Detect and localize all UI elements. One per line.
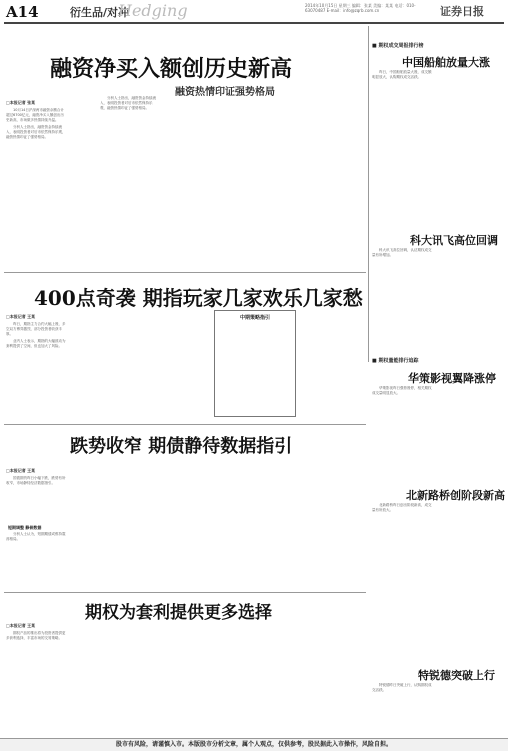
main-headline: 融资净买入额创历史新高 [50,56,293,82]
article2-paragraph: 昨日，期指主力合约大幅上涨，多空双方博弈激烈，部分投资者收获丰厚。 [6,322,66,337]
sidebar-divider [368,26,369,362]
article4-headline: 期权为套利提供更多选择 [85,603,272,623]
article3-column-2 [6,532,66,582]
sidebar-item-paragraph: 华策影视昨日强势涨停，相关期权成交量明显放大。 [372,386,432,396]
section-divider [4,592,366,593]
article4-byline: □本报记者 王某 [6,623,36,628]
sidebar-item-text [372,248,434,348]
strategy-box-title: 中期策略指引 [239,315,270,321]
sidebar-item-paragraph: 科大讯飞高位回调，认沽期权成交量有所增加。 [372,248,432,258]
section-english-title: Hedging [118,1,188,20]
section-title: 衍生品/对冲 [70,6,130,19]
sidebar-item-text [372,683,434,733]
sidebar-item-paragraph: 昨日，中国船舶放量大涨，成交额明显放大，认购期权成交活跃。 [372,70,432,80]
article2-headline: 400点奇袭 期指玩家几家欢乐几家愁 [34,286,363,310]
article3-paragraph: 国债期货昨日小幅下跌，跌势有所收窄，市场静待经济数据指引。 [6,476,66,486]
article4-column-1 [6,631,66,731]
sidebar-item-paragraph: 北新路桥昨日创出阶段新高，成交量有所放大。 [372,503,432,513]
section-divider [4,424,366,425]
main-byline: □本报记者 张某 [6,100,36,105]
main-column-1 [6,108,66,268]
page-number: A14 [6,3,39,21]
sidebar-item-title: 科大讯飞高位回调 [410,234,498,247]
main-paragraph: 分析人士指出，融资资金持续流入，表明投资者对后市依然保持乐观，融资热情印证了强势格局。 [6,124,66,140]
sidebar-item-text [372,70,434,220]
sidebar-item-paragraph: 特锐德昨日突破上行，认购期权成交活跃。 [372,683,432,693]
strategy-box [214,310,296,417]
sidebar-item-text [372,386,434,481]
sidebar-item-title: 特锐德突破上行 [418,669,495,682]
footer-disclaimer: 股市有风险，请谨慎入市。本版股市分析文章，属个人观点，仅供参考，股民据此入市操作，风险自担。 [0,738,508,751]
sidebar-item-title: 中国船舶放量大涨 [402,56,490,69]
main-paragraph: 10月14日沪深两市融资余额合计超过6700亿元，融资净买入额创出历史新高，市场做多热情持续升温。 [6,108,64,123]
article2-column-1 [6,322,66,412]
article3-byline: □本报记者 王某 [6,468,36,473]
sidebar-item-title: 北新路桥创阶段新高 [406,489,505,502]
article2-byline: □本报记者 王某 [6,314,36,319]
header-info: 2014年10月15日 星期三 编辑：张某 美编：某某 电话：010-63070487 E-mail：info@zqrb.com.cn [305,3,416,13]
article3-paragraph: 分析人士认为，短期期债或维持震荡格局。 [6,532,66,542]
sidebar-item-text [372,503,434,663]
sidebar-label: ■ 期权成交周报排行榜 [372,43,424,49]
article2-paragraph: 业内人士表示，期指的大幅波动为套利提供了空间，但也加大了风险。 [6,338,66,348]
article3-headline: 跌势收窄 期债静待数据指引 [70,436,293,457]
main-subhead: 融资热情印证强势格局 [175,87,275,98]
sidebar-item-title: 华策影视翼降涨停 [408,372,496,385]
article3-column-1 [6,476,66,521]
main-paragraph: 分析人士指出，融资资金持续流入，表明投资者对后市依然保持乐观，融资热情印证了强势格局。 [100,96,156,111]
header-rule [4,22,504,24]
section-divider [4,272,366,273]
sidebar-sub-label: ■ 期权量能排行追踪 [372,358,419,364]
masthead: 证券日报 [440,5,484,18]
article3-subheading: 短期调整 静候数据 [8,525,42,530]
article4-paragraph: 期权产品的推出将为投资者提供更多套利选择，丰富市场的交易策略。 [6,631,66,641]
main-column-2 [100,96,158,266]
